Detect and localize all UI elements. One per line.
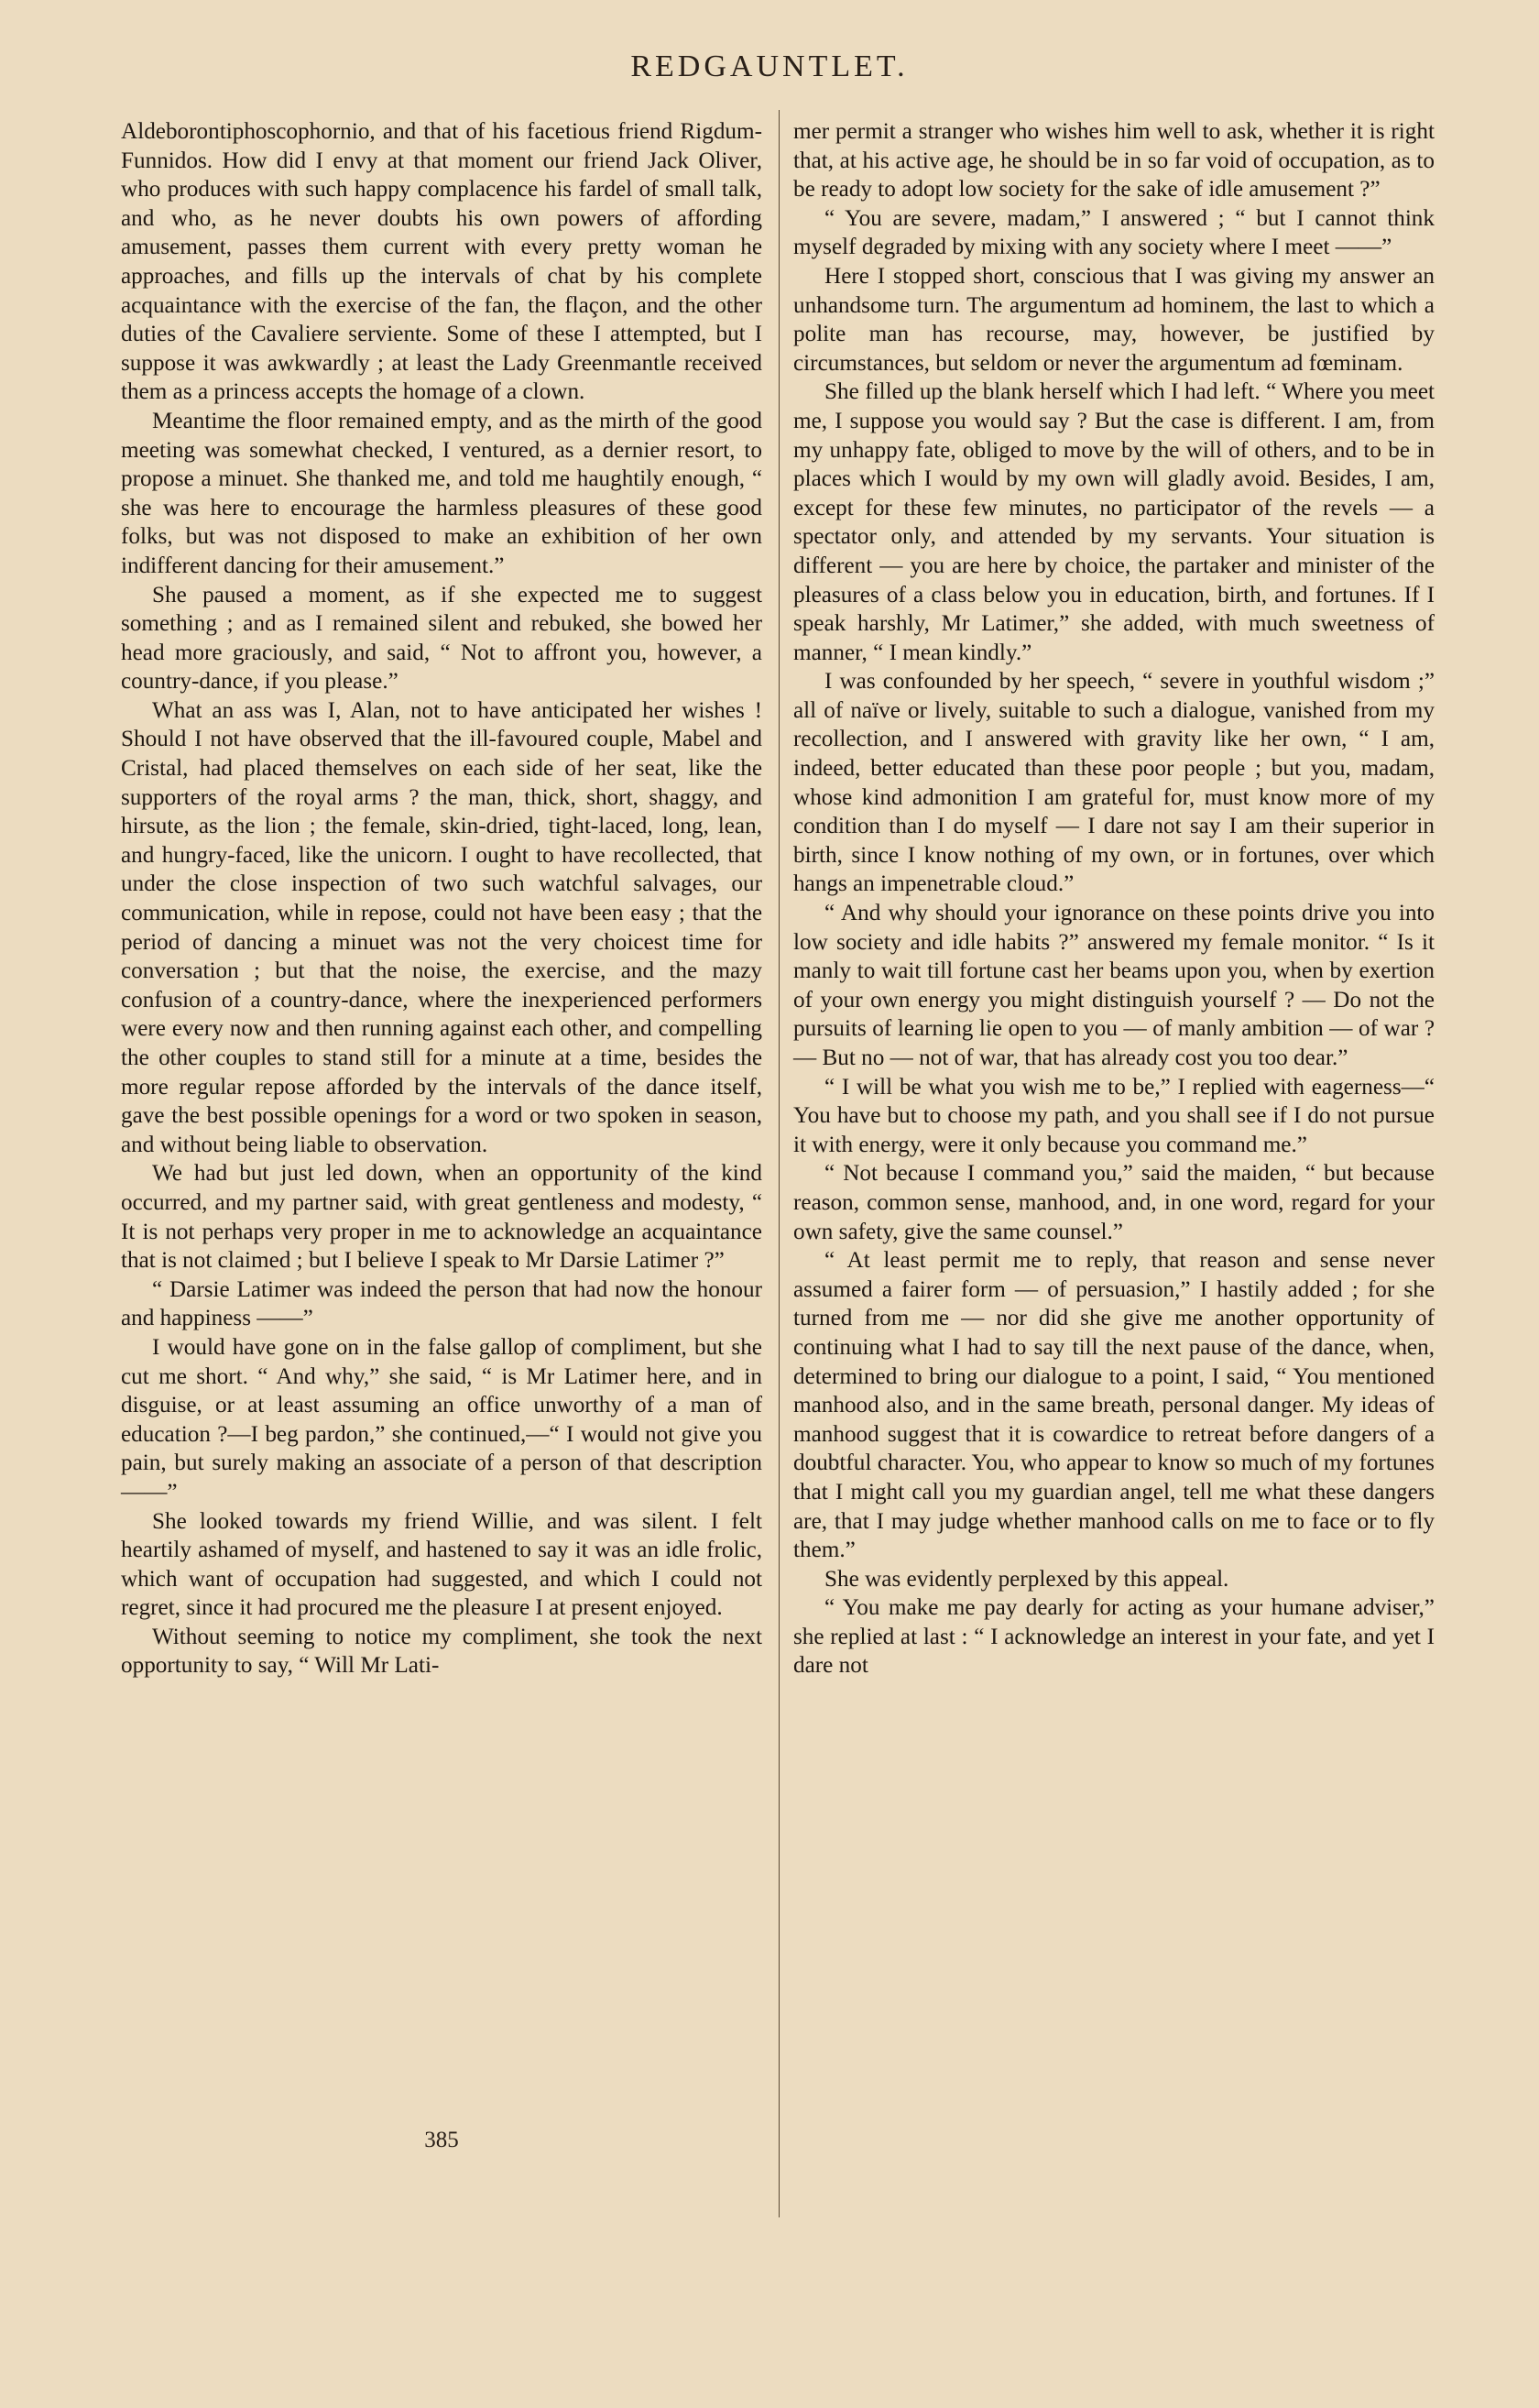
paragraph: “ Not because I command you,” said the maiden, “ but because reason, common sense, manhood, and, in one word, regard for your own safety, give the same counsel.” [793, 1161, 1435, 1244]
paragraph: I would have gone on in the false gallop of compliment, but she cut me short. “ And why,” she said, “ is Mr Latimer here, and in disguise, or at least assuming an office unworthy of a man of education ?—I beg pardon,” she continued,—“ I would not give you pain, but surely making an associate of a person of that description ——” [121, 1334, 762, 1505]
paragraph: Meantime the floor remained empty, and as the mirth of the good meeting was somewhat checked, I ventured, as a dernier resort, to propose a minuet. She thanked me, and told me haughtily enough, “ she was here to encourage the harmless pleasures of these good folks, but was not disposed to make an exhibition of her own indifferent dancing for their amusement.” [121, 408, 762, 578]
paragraph: “ And why should your ignorance on these points drive you into low society and idle habits ?” answered my female monitor. “ Is it manly to wait till fortune cast her beams upon you, when by exertion of your own energy you might distinguish yourself ? — Do not the pursuits of learning lie open to you — of manly ambition — of war ? — But no — not of war, that has already cost you too dear.” [793, 901, 1435, 1070]
page-number: 385 [424, 2128, 459, 2152]
paragraph: Aldeborontiphoscophornio, and that of his facetious friend Rigdum-Funnidos. How did I envy at that moment our friend Jack Oliver, who produces with such happy complacence his fardel of small talk, and who, as he never doubts his own powers of affording amusement, passes them current with every pretty woman he approaches, and fills up the intervals of chat by his complete acquaintance with the exercise of the fan, the flaçon, and the other duties of the Cavaliere serviente. Some of these I attempted, but I suppose it was awkwardly ; at least the Lady Greenmantle received them as a princess accepts the homage of a clown. [121, 119, 762, 405]
paragraph: “ You make me pay dearly for acting as your humane adviser,” she replied at last : “ I acknowledge an interest in your fate, and yet I dare not [793, 1595, 1435, 1679]
paragraph: She was evidently perplexed by this appeal. [824, 1566, 1229, 1592]
running-header: REDGAUNTLET. [630, 49, 909, 83]
paragraph: “ At least permit me to reply, that reason and sense never assumed a fairer form — of persuasion,” I hastily added ; for she turned from me — nor did she give me another opportunity of continuing what I had to say till the next pause of the dance, when, determined to bring our dialogue to a point, I said, “ You mentioned manhood also, and in the same breath, personal danger. My ideas of manhood suggest that it is cowardice to retreat before dangers of a doubtful character. You, who appear to know so much of my fortunes that I might call you my guardian angel, tell me what these dangers are, that I may judge whether manhood calls on me to face or to fly them.” [793, 1248, 1435, 1563]
paragraph: We had but just led down, when an opportunity of the kind occurred, and my partner said, with great gentleness and modesty, “ It is not perhaps very proper in me to acknowledge an acquaintance that is not claimed ; but I believe I speak to Mr Darsie Latimer ?” [121, 1161, 762, 1274]
left-column [121, 117, 762, 1680]
paragraph: What an ass was I, Alan, not to have anticipated her wishes ! Should I not have observed that the ill-favoured couple, Mabel and Cristal, had placed themselves on each side of her seat, like the supporters of the royal arms ? the man, thick, short, shaggy, and hirsute, as the lion ; the female, skin-dried, tight-laced, long, lean, and hungry-faced, like the unicorn. I ought to have recollected, that under the close inspection of two such watchful salvages, our communication, while in repose, could not have been easy ; that the period of dancing a minuet was not the very choicest time for conversation ; but that the noise, the exercise, and the mazy confusion of a country-dance, where the inexperienced performers were every now and then running against each other, and compelling the other couples to stand still for a minute at a time, besides the more regular repose afforded by the intervals of the dance itself, gave the best possible openings for a word or two spoken in season, and without being liable to observation. [121, 697, 762, 1157]
paragraph: She filled up the blank herself which I had left. “ Where you meet me, I suppose you would say ? But the case is different. I am, from my unhappy fate, obliged to move by the will of others, and to be in places which I would by my own will gladly avoid. Besides, I am, except for these few minutes, no participator of the revels — a spectator only, and attended by my servants. Your situation is different — you are here by choice, the partaker and minister of the pleasures of a class below you in education, birth, and fortunes. If I speak harshly, Mr Latimer,” she added, with much sweetness of manner, “ I mean kindly.” [793, 379, 1435, 665]
paragraph: Without seeming to notice my compliment, she took the next opportunity to say, “ Will Mr Lati- [121, 1624, 762, 1679]
paragraph: Here I stopped short, conscious that I was giving my answer an unhandsome turn. The argumentum ad hominem, the last to which a polite man has recourse, may, however, be justified by circumstances, but seldom or never the argumentum ad fœminam. [793, 263, 1435, 376]
paragraph: I was confounded by her speech, “ severe in youthful wisdom ;” all of naïve or lively, suitable to such a dialogue, vanished from my recollection, and I answered with gravity like her own, “ I am, indeed, better educated than these poor people ; but you, madam, whose kind admonition I am grateful for, must know more of my condition than I do myself — I dare not say I am their superior in birth, since I know nothing of my own, or in fortunes, over which hangs an impenetrable cloud.” [793, 669, 1435, 897]
paragraph: She paused a moment, as if she expected me to suggest something ; and as I remained silent and rebuked, she bowed her head more graciously, and said, “ Not to affront you, however, a country-dance, if you please.” [121, 582, 762, 695]
paragraph: “ Darsie Latimer was indeed the person that had now the honour and happiness ——” [121, 1276, 762, 1331]
paragraph: “ You are severe, madam,” I answered ; “ but I cannot think myself degraded by mixing with any society where I meet ——” [793, 205, 1435, 260]
paragraph: mer permit a stranger who wishes him well to ask, whether it is right that, at his active age, he should be in so far void of occupation, as to be ready to adopt low society for the sake of idle amusement ?” [793, 119, 1435, 202]
paragraph: She looked towards my friend Willie, and was silent. I felt heartily ashamed of myself, and hastened to say it was an idle frolic, which want of occupation had suggested, and which I could not regret, since it had procured me the pleasure I at present enjoyed. [121, 1508, 762, 1621]
paragraph: “ I will be what you wish me to be,” I replied with eagerness—“ You have but to choose my path, and you shall see if I do not pursue it with energy, were it only because you command me.” [793, 1074, 1435, 1157]
column-divider [779, 110, 780, 2217]
right-column [793, 117, 1435, 1680]
